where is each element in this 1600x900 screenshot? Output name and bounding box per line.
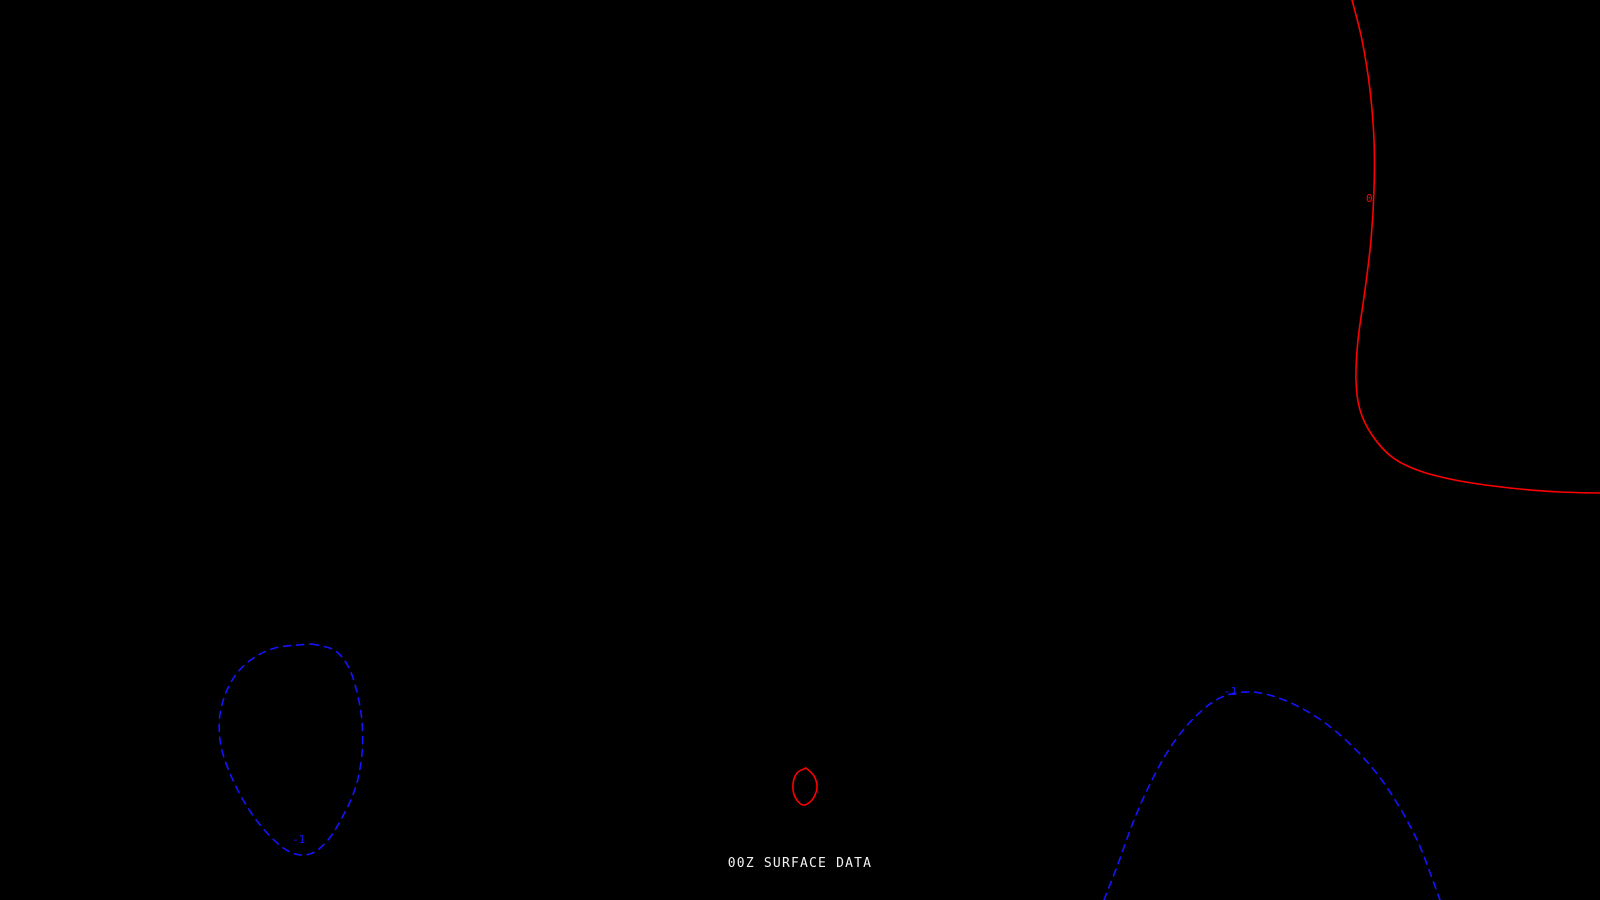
contour-value-label: -1 xyxy=(1224,685,1238,698)
contour-value-label: 0 xyxy=(1366,192,1373,205)
chart-caption: 00Z SURFACE DATA xyxy=(727,856,873,871)
contour-value-label: -1 xyxy=(292,833,306,846)
